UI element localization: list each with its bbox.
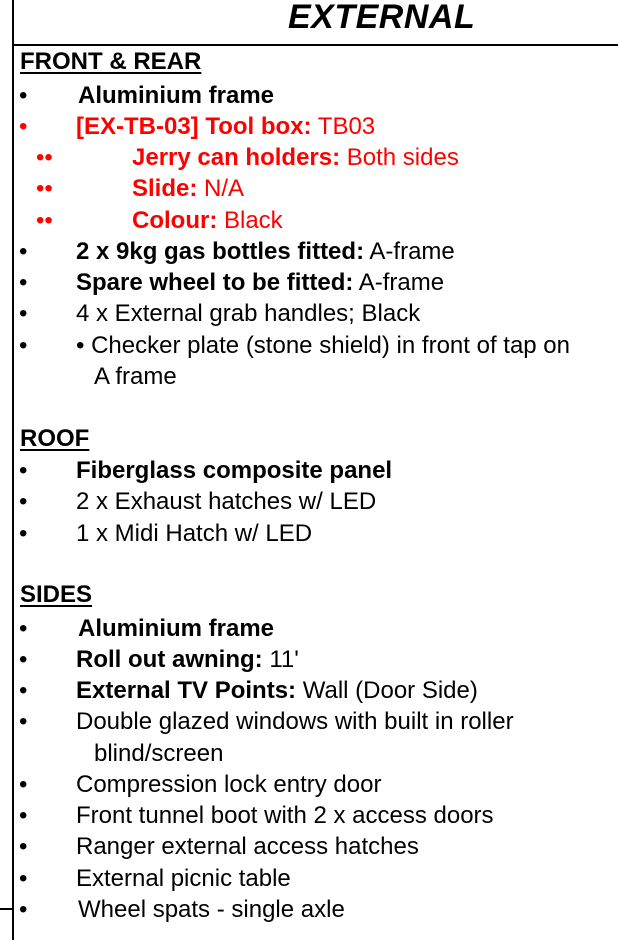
bullet: • xyxy=(19,488,28,515)
item-label: Aluminium frame xyxy=(78,615,275,642)
bullet: • xyxy=(19,332,28,359)
bullet: • xyxy=(19,708,28,735)
double-bullet: •• xyxy=(36,175,53,202)
section-heading-sides: SIDES xyxy=(20,581,93,608)
item-label: A frame xyxy=(94,363,177,390)
item-text xyxy=(76,111,375,142)
item-value: TB03 xyxy=(317,113,376,140)
bullet: • xyxy=(19,865,28,892)
item-label: Aluminium frame xyxy=(78,82,275,109)
item-value: A-frame xyxy=(358,269,445,296)
item-text xyxy=(132,173,244,204)
item-label: blind/screen xyxy=(94,740,224,767)
item-value: A-frame xyxy=(369,238,455,265)
section-heading-front-rear: FRONT & REAR xyxy=(20,48,202,75)
bottom-tick-mark xyxy=(0,908,14,910)
bullet: • xyxy=(19,615,28,642)
item-value: Both sides xyxy=(346,144,459,171)
item-text xyxy=(76,236,455,267)
bullet: • xyxy=(19,520,28,547)
item-text xyxy=(132,205,283,236)
item-value: Black xyxy=(223,207,283,234)
item-label: 1 x Midi Hatch w/ LED xyxy=(76,520,313,547)
bullet: • xyxy=(19,646,28,673)
item-label: 4 x External grab handles; Black xyxy=(76,300,421,327)
item-text xyxy=(76,644,299,675)
item-label: Wheel spats - single axle xyxy=(78,896,345,923)
item-value: Wall (Door Side) xyxy=(302,677,478,704)
item-text xyxy=(76,675,478,706)
item-label: 2 x 9kg gas bottles fitted: xyxy=(76,238,365,265)
item-label: Slide: xyxy=(132,175,198,202)
item-label: Double glazed windows with built in roller xyxy=(76,708,514,735)
bullet: • xyxy=(19,771,28,798)
item-label: • Checker plate (stone shield) in front of tap on xyxy=(76,332,571,359)
bullet: • xyxy=(19,833,28,860)
left-border-line xyxy=(12,0,14,940)
item-label: External TV Points: xyxy=(76,677,297,704)
item-text xyxy=(132,142,459,173)
item-label: 2 x Exhaust hatches w/ LED xyxy=(76,488,377,515)
bullet: • xyxy=(19,896,28,923)
item-text xyxy=(76,267,444,298)
bullet: • xyxy=(19,457,28,484)
bullet: • xyxy=(19,677,28,704)
item-label: Jerry can holders: xyxy=(132,144,341,171)
item-label: [EX-TB-03] Tool box: xyxy=(76,113,312,140)
item-label: Roll out awning: xyxy=(76,646,263,673)
page-title: EXTERNAL xyxy=(288,0,476,36)
item-value: 11' xyxy=(269,646,299,673)
bullet: • xyxy=(19,269,28,296)
bullet: • xyxy=(19,238,28,265)
section-heading-roof: ROOF xyxy=(20,425,90,452)
item-label: Compression lock entry door xyxy=(76,771,382,798)
bullet: • xyxy=(19,113,28,140)
double-bullet: •• xyxy=(36,144,53,171)
bullet: • xyxy=(19,802,28,829)
item-label: External picnic table xyxy=(76,865,291,892)
item-label: Spare wheel to be fitted: xyxy=(76,269,354,296)
item-label: Front tunnel boot with 2 x access doors xyxy=(76,802,494,829)
item-label: Colour: xyxy=(132,207,218,234)
item-label: Ranger external access hatches xyxy=(76,833,419,860)
item-value: N/A xyxy=(204,175,245,202)
header-rule xyxy=(12,44,618,46)
bullet: • xyxy=(19,300,28,327)
bullet: • xyxy=(19,82,28,109)
item-label: Fiberglass composite panel xyxy=(76,457,393,484)
double-bullet: •• xyxy=(36,207,53,234)
